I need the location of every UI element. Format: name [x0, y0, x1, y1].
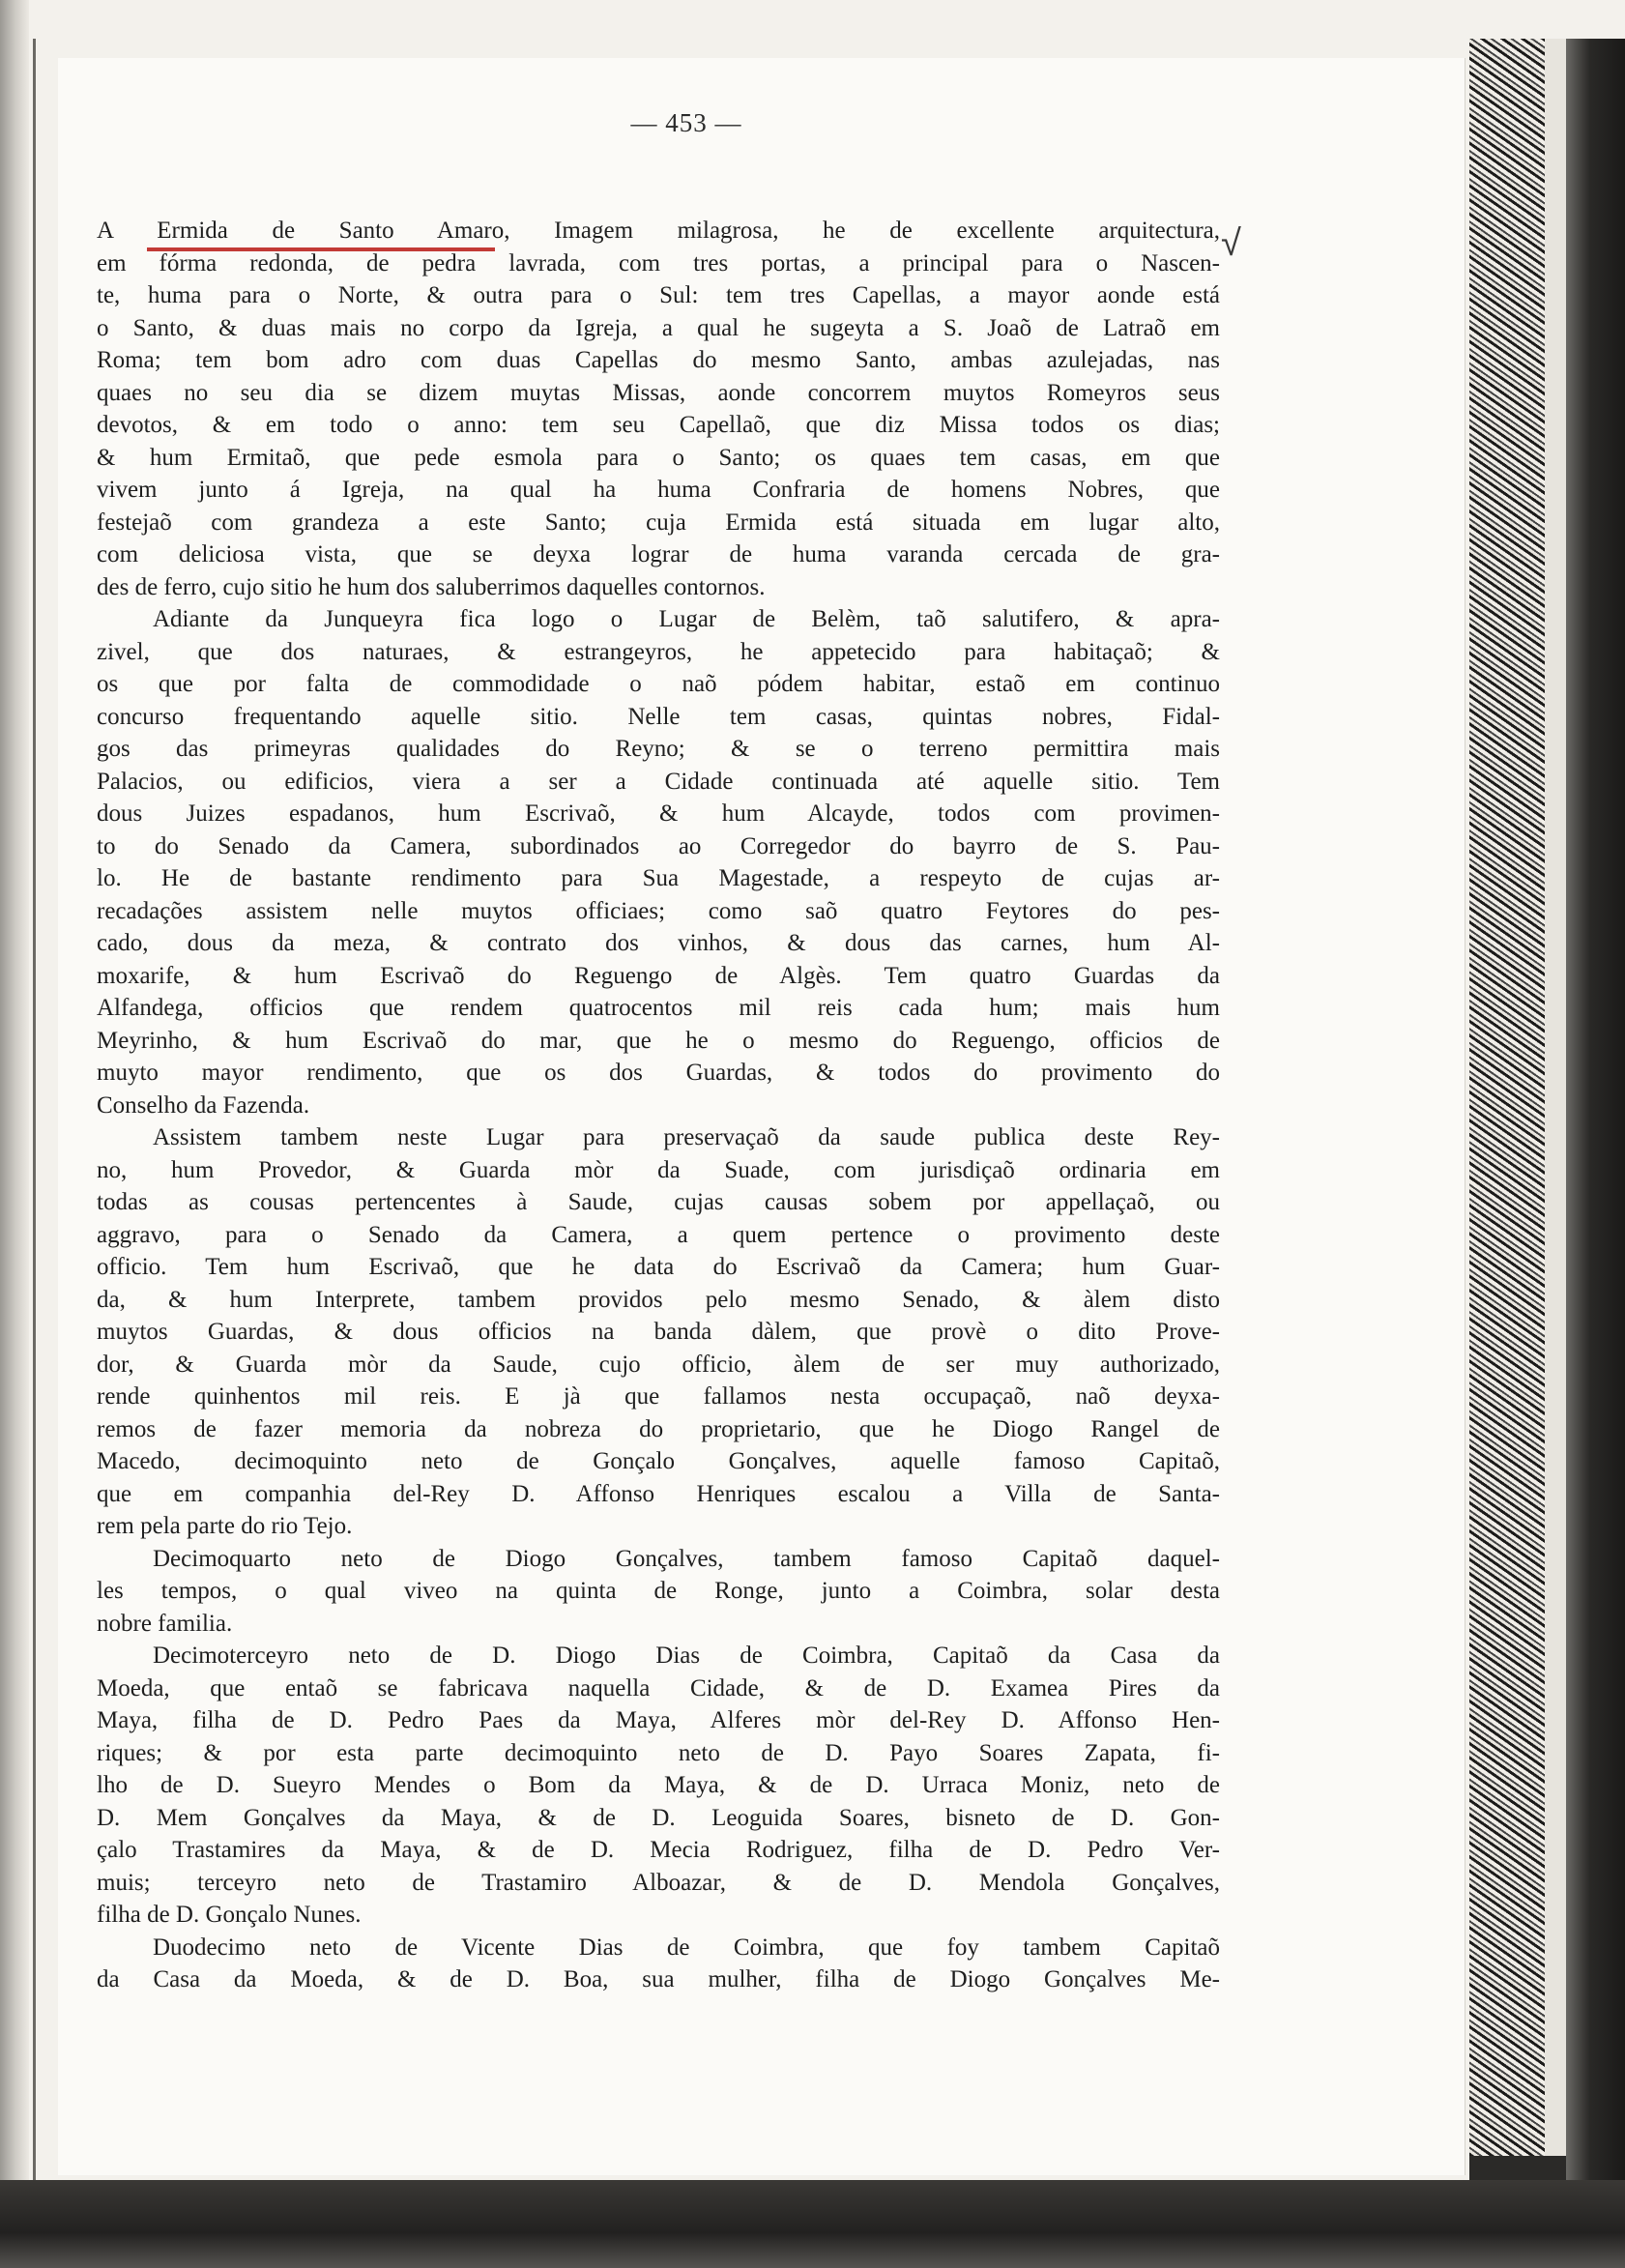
- text-line: com deliciosa vista, que se deyxa lograr de huma varanda cercada de gra-: [97, 541, 1220, 567]
- text-line: lo. He de bastante rendimento para Sua Magestade, a respeyto de cujas ar-: [97, 865, 1220, 891]
- text-line: o Santo, & duas mais no corpo da Igreja, a qual he sugeyta a S. Joaõ de Latraõ em: [97, 314, 1220, 341]
- text-line: devotos, & em todo o anno: tem seu Capellaõ, que diz Missa todos os dias;: [97, 412, 1220, 438]
- text-line: Roma; tem bom adro com duas Capellas do mesmo Santo, ambas azulejadas, nas: [97, 347, 1220, 373]
- text-line: officio. Tem hum Escrivaõ, que he data do Escrivaõ da Camera; hum Guar-: [97, 1254, 1220, 1280]
- text-line: riques; & por esta parte decimoquinto neto de D. Payo Soares Zapata, fi-: [97, 1739, 1220, 1766]
- text-line: remos de fazer memoria da nobreza do proprietario, que he Diogo Rangel de: [97, 1415, 1220, 1442]
- text-line: Assistem tambem neste Lugar para preservaçaõ da saude publica deste Rey-: [153, 1124, 1220, 1150]
- margin-check-mark: √: [1221, 221, 1241, 264]
- text-line: muis; terceyro neto de Trastamiro Alboazar, & de D. Mendola Gonçalves,: [97, 1869, 1220, 1896]
- text-line: Moeda, que entaõ se fabricava naquella Cidade, & de D. Examea Pires da: [97, 1674, 1220, 1701]
- text-line: A Ermida de Santo Amaro, Imagem milagrosa, he de excellente arquitectura,: [97, 218, 1220, 244]
- text-line: to do Senado da Camera, subordinados ao Corregedor do bayrro de S. Pau-: [97, 832, 1220, 859]
- text-line: muyto mayor rendimento, que os dos Guardas, & todos do provimento do: [97, 1060, 1220, 1086]
- text-line: da Casa da Moeda, & de D. Boa, sua mulher, filha de Diogo Gonçalves Me-: [97, 1966, 1220, 1992]
- text-line: muytos Guardas, & dous officios na banda dàlem, que provè o dito Prove-: [97, 1319, 1220, 1345]
- text-line: no, hum Provedor, & Guarda mòr da Suade, com jurisdiçaõ ordinaria em: [97, 1156, 1220, 1183]
- text-line: les tempos, o qual viveo na quinta de Ronge, junto a Coimbra, solar desta: [97, 1578, 1220, 1604]
- text-line: lho de D. Sueyro Mendes o Bom da Maya, & de D. Urraca Moniz, neto de: [97, 1772, 1220, 1798]
- text-line: çalo Trastamires da Maya, & de D. Mecia Rodriguez, filha de D. Pedro Ver-: [97, 1837, 1220, 1863]
- left-scan-edge: [0, 0, 29, 2268]
- text-line: des de ferro, cujo sitio he hum dos saluberrimos daquelles contornos.: [97, 573, 766, 600]
- text-line: gos das primeyras qualidades do Reyno; & se o terreno permittira mais: [97, 736, 1220, 762]
- text-line: dous Juizes espadanos, hum Escrivaõ, & hum Alcayde, todos com provimen-: [97, 800, 1220, 827]
- text-line: Duodecimo neto de Vicente Dias de Coimbra, que foy tambem Capitaõ: [153, 1934, 1220, 1961]
- text-line: Conselho da Fazenda.: [97, 1091, 310, 1119]
- text-line: Palacios, ou edificios, viera a ser a Cidade continuada até aquelle sitio. Tem: [97, 768, 1220, 795]
- text-line: vivem junto á Igreja, na qual ha huma Confraria de homens Nobres, que: [97, 477, 1220, 503]
- text-line: que em companhia del-Rey D. Affonso Henriques escalou a Villa de Santa-: [97, 1480, 1220, 1507]
- text-line: & hum Ermitaõ, que pede esmola para o Santo; os quaes tem casas, em que: [97, 444, 1220, 471]
- text-line: filha de D. Gonçalo Nunes.: [97, 1902, 362, 1928]
- text-line: Decimoterceyro neto de D. Diogo Dias de Coimbra, Capitaõ da Casa da: [153, 1643, 1220, 1669]
- text-line: Decimoquarto neto de Diogo Gonçalves, tambem famoso Capitaõ daquel-: [153, 1545, 1220, 1572]
- endpaper-edge: [1545, 39, 1566, 2156]
- text-line: nobre familia.: [97, 1610, 233, 1637]
- text-line: Meyrinho, & hum Escrivaõ do mar, que he o mesmo do Reguengo, officios de: [97, 1027, 1220, 1054]
- left-margin-rule: [33, 39, 36, 2204]
- text-line: os que por falta de commodidade o naõ pódem habitar, estaõ em continuo: [97, 671, 1220, 697]
- text-line: festejaõ com grandeza a este Santo; cuja Ermida está situada em lugar alto,: [97, 509, 1220, 536]
- text-line: zivel, que dos naturaes, & estrangeyros, he appetecido para habitaçaõ; &: [97, 638, 1220, 665]
- text-line: moxarife, & hum Escrivaõ do Reguengo de Algès. Tem quatro Guardas da: [97, 962, 1220, 989]
- text-line: Alfandega, officios que rendem quatrocentos mil reis cada hum; mais hum: [97, 995, 1220, 1021]
- text-line: rem pela parte do rio Tejo.: [97, 1513, 353, 1539]
- text-line: cado, dous da meza, & contrato dos vinhos, & dous das carnes, hum Al-: [97, 930, 1220, 956]
- marbled-endpaper-pattern: [1469, 39, 1547, 2156]
- book-spine-shadow: [1566, 39, 1625, 2180]
- text-line: da, & hum Interprete, tambem providos pelo mesmo Senado, & àlem disto: [97, 1286, 1220, 1313]
- text-line: Adiante da Junqueyra fica logo o Lugar de Belèm, taõ salutifero, & apra-: [153, 606, 1220, 632]
- text-line: Maya, filha de D. Pedro Paes da Maya, Alferes mòr del-Rey D. Affonso Hen-: [97, 1707, 1220, 1733]
- bottom-scan-edge: [0, 2180, 1625, 2268]
- text-line: te, huma para o Norte, & outra para o Sul: tem tres Capellas, a mayor aonde está: [97, 282, 1220, 308]
- text-line: D. Mem Gonçalves da Maya, & de D. Leoguida Soares, bisneto de D. Gon-: [97, 1804, 1220, 1831]
- text-line: dor, & Guarda mòr da Saude, cujo officio, àlem de ser muy authorizado,: [97, 1351, 1220, 1378]
- page-number: — 453 —: [630, 108, 742, 137]
- text-line: quaes no seu dia se dizem muytas Missas, aonde concorrem muytos Romeyros seus: [97, 379, 1220, 406]
- text-line: concurso frequentando aquelle sitio. Nelle tem casas, quintas nobres, Fidal-: [97, 703, 1220, 730]
- text-line: em fórma redonda, de pedra lavrada, com tres portas, a principal para o Nascen-: [97, 249, 1220, 276]
- text-line: aggravo, para o Senado da Camera, a quem pertence o provimento deste: [97, 1221, 1220, 1248]
- body-text: [97, 215, 1220, 1996]
- text-line: Macedo, decimoquinto neto de Gonçalo Gonçalves, aquelle famoso Capitaõ,: [97, 1448, 1220, 1474]
- text-line: todas as cousas pertencentes à Saude, cujas causas sobem por appellaçaõ, ou: [97, 1189, 1220, 1215]
- text-line: recadações assistem nelle muytos officiaes; como saõ quatro Feytores do pes-: [97, 897, 1220, 924]
- text-line: rende quinhentos mil reis. E jà que fallamos nesta occupaçaõ, naõ deyxa-: [97, 1383, 1220, 1410]
